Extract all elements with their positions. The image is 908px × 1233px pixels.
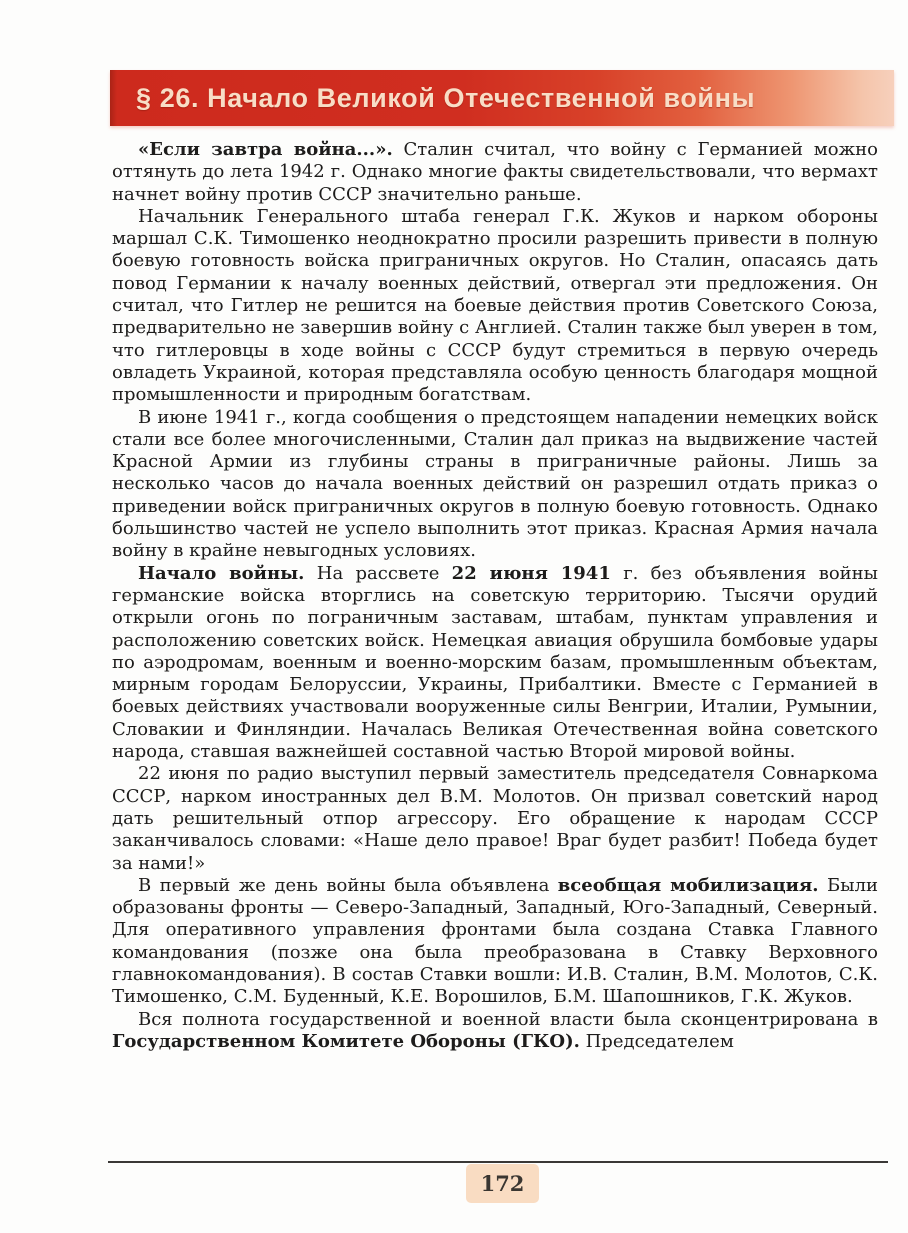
paragraph-text: Были образованы фронты — Северо-Западный, Западный, Юго-Западный, Северный. Для оперативного управления фронтами была создана Ставка Главного командования (позже она была преобразована в Ставку Верховного главнокомандования). В состав Ставки вошли: И.В. Сталин, В.М. Молотов, С.К. Тимошенко, С.М. Буденный, К.Е. Ворошилов, Б.М. Шапошников, Г.К. Жуков. [112, 874, 878, 1008]
paragraph-june-1941 [112, 407, 878, 563]
paragraph-text: На рассвете [304, 562, 452, 584]
bold-lead: «Если завтра война...». [138, 139, 393, 160]
paragraph-text: Вся полнота государственной и военной власти была сконцентрирована в [138, 1008, 878, 1030]
paragraph-text: В первый же день войны была объявлена [138, 874, 558, 896]
paragraph-war-start [112, 563, 878, 764]
section-header-banner [110, 70, 894, 126]
paragraph-text: Сталин считал, что войну с Германией можно оттянуть до лета 1942 г. Однако многие факты свидетельствовали, что вермахт начнет войну против СССР значительно раньше. [112, 139, 878, 205]
body-text [112, 139, 878, 1053]
paragraph-gko [112, 1009, 878, 1054]
paragraph-text: В июне 1941 г., когда сообщения о предстоящем нападении немецких войск стали все более многочисленными, Сталин дал приказ на выдвижение частей Красной Армии из глубины страны в приграничные районы. Лишь за несколько часов до начала военных действий он разрешил отдать приказ о приведении войск приграничных округов в полную боевую готовность. Однако большинство частей не успело выполнить этот приказ. Красная Армия начала войну в крайне невыгодных условиях. [112, 406, 878, 562]
paragraph-general-staff [112, 206, 878, 407]
page-number: 172 [480, 1171, 525, 1196]
bold-lead: Начало войны. [138, 562, 305, 584]
bold-term: всеобщая мобилизация. [557, 874, 819, 896]
paragraph-text: Председателем [579, 1030, 734, 1052]
paragraph-text: Начальник Генерального штаба генерал Г.К. Жуков и нарком обороны маршал С.К. Тимошенко неоднократно просили разрешить привести в полную боевую готовность войска приграничных округов. Но Сталин, опасаясь дать повод Германии к началу военных действий, отвергал эти предложения. Он считал, что Гитлер не решится на боевые действия против Советского Союза, предварительно не завершив войну с Англией. Сталин также был уверен в том, что гитлеровцы в ходе войны с СССР будут стремиться в первую очередь овладеть Украиной, которая представляла особую ценность благодаря мощной промышленности и природным богатствам. [112, 205, 878, 406]
paragraph-text: 22 июня по радио выступил первый заместитель председателя Совнаркома СССР, нарком иностранных дел В.М. Молотов. Он призвал советский народ дать решительный отпор агрессору. Его обращение к народам СССР заканчивалось словами: «Наше дело правое! Враг будет разбит! Победа будет за нами!» [112, 763, 878, 874]
paragraph-if-tomorrow-war [112, 139, 878, 206]
paragraph-text: г. без объявления войны германские войска вторглись на советскую территорию. Тысячи орудий открыли огонь по пограничным заставам, штабам, пунктам управления и расположению советских войск. Немецкая авиация обрушила бомбовые удары по аэродромам, военным и военно-морским базам, промышленным объектам, мирным городам Белоруссии, Украины, Прибалтики. Вместе с Германией в боевых действиях участвовали вооруженные силы Венгрии, Италии, Румынии, Словакии и Финляндии. Началась Великая Отечественная война советского народа, ставшая важнейшей составной частью Второй мировой войны. [112, 562, 878, 763]
paragraph-molotov-address [112, 763, 878, 874]
bold-term: Государственном Комитете Обороны (ГКО). [112, 1030, 580, 1052]
footer-divider [108, 1161, 888, 1163]
bold-date: 22 июня 1941 [451, 562, 611, 584]
paragraph-mobilization [112, 875, 878, 1009]
section-title: § 26. Начало Великой Отечественной войны [136, 82, 756, 113]
page-number-badge [466, 1164, 539, 1203]
